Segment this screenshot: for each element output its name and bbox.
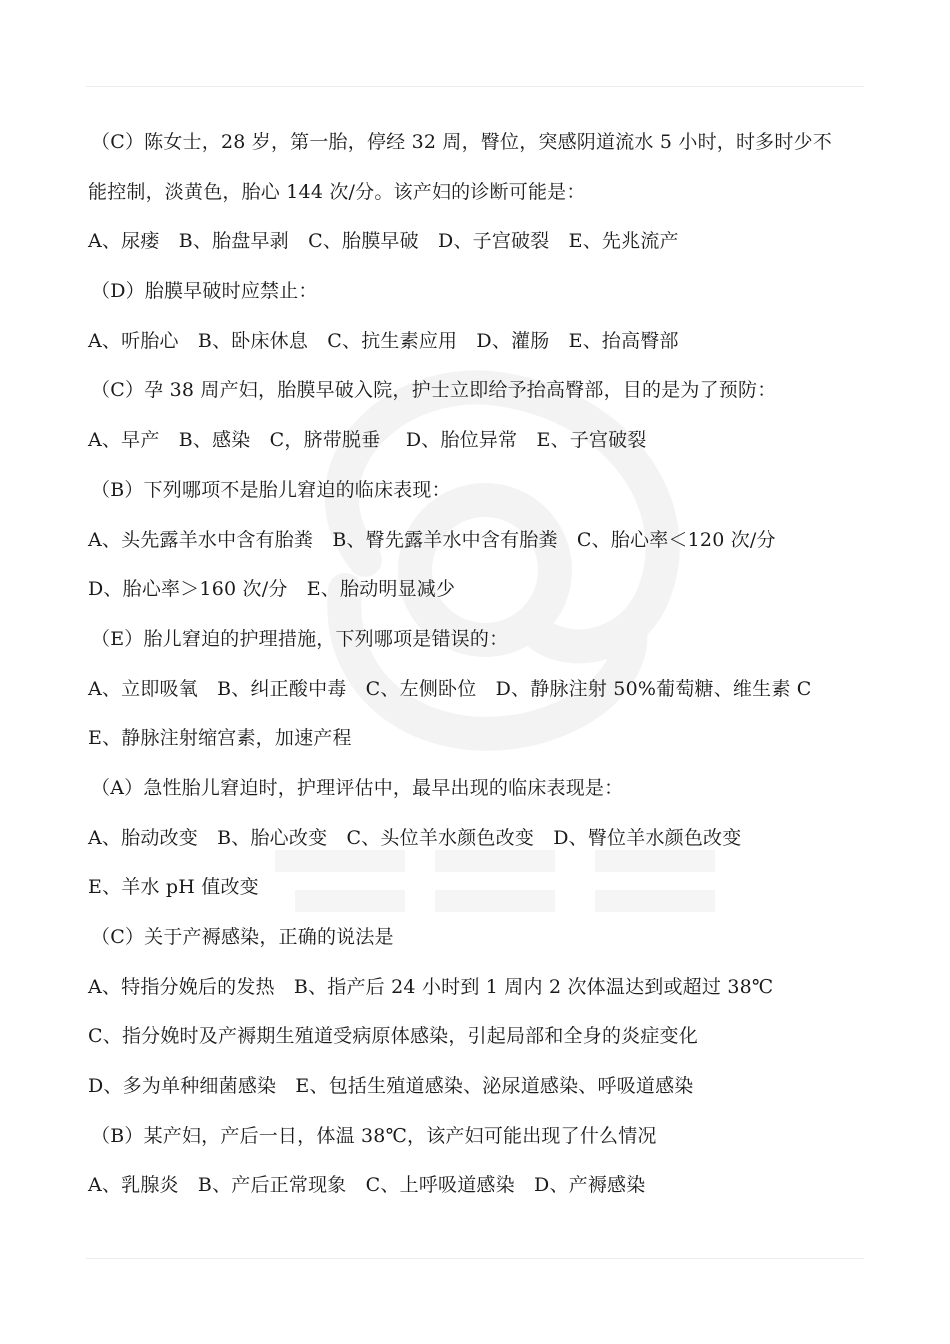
footer-rule (86, 1258, 864, 1259)
question-options: A、听胎心 B、卧床休息 C、抗生素应用 D、灌肠 E、抬高臀部 (88, 329, 679, 352)
question-options: E、羊水 pH 值改变 (88, 876, 259, 899)
question-options: E、静脉注射缩宫素，加速产程 (88, 727, 352, 750)
question-4 (88, 466, 868, 615)
question-options: A、胎动改变 B、胎心改变 C、头位羊水颜色改变 D、臀位羊水颜色改变 (88, 826, 742, 849)
question-options: A、早产 B、感染 C，脐带脱垂 D、胎位异常 E、子宫破裂 (88, 429, 647, 452)
question-1 (88, 118, 868, 267)
question-8 (88, 1112, 868, 1211)
question-stem: （C）关于产褥感染，正确的说法是 (91, 926, 394, 948)
question-options: A、尿瘘 B、胎盘早剥 C、胎膜早破 D、子宫破裂 E、先兆流产 (88, 230, 679, 253)
question-options: A、乳腺炎 B、产后正常现象 C、上呼吸道感染 D、产褥感染 (88, 1174, 646, 1197)
question-stem: （C）孕 38 周产妇，胎膜早破入院，护士立即给予抬高臀部，目的是为了预防： (91, 379, 777, 402)
question-stem: 能控制，淡黄色，胎心 144 次/分。该产妇的诊断可能是： (88, 180, 586, 203)
question-5 (88, 615, 868, 764)
question-options: C、指分娩时及产褥期生殖道受病原体感染，引起局部和全身的炎症变化 (88, 1025, 698, 1048)
question-6 (88, 764, 868, 913)
question-options: A、头先露羊水中含有胎粪 B、臀先露羊水中含有胎粪 C、胎心率＜120 次/分 (88, 528, 776, 551)
question-options: A、立即吸氧 B、纠正酸中毒 C、左侧卧位 D、静脉注射 50%葡萄糖、维生素 C (88, 677, 812, 700)
question-stem: （B）下列哪项不是胎儿窘迫的临床表现： (91, 478, 451, 501)
question-list (88, 118, 868, 1211)
question-options: A、特指分娩后的发热 B、指产后 24 小时到 1 周内 2 次体温达到或超过 38℃ (88, 975, 774, 998)
question-stem: （D）胎膜早破时应禁止： (91, 280, 318, 303)
question-stem: （E）胎儿窘迫的护理措施，下列哪项是错误的： (91, 627, 509, 650)
question-stem: （A）急性胎儿窘迫时，护理评估中，最早出现的临床表现是： (91, 776, 624, 799)
question-options: D、多为单种细菌感染 E、包括生殖道感染、泌尿道感染、呼吸道感染 (88, 1075, 694, 1098)
question-stem: （C）陈女士，28 岁，第一胎，停经 32 周，臀位，突感阴道流水 5 小时，时多时少不 (91, 131, 832, 153)
question-7 (88, 913, 868, 1112)
question-2 (88, 267, 868, 366)
question-3 (88, 366, 868, 465)
header-rule (86, 86, 864, 87)
question-stem: （B）某产妇，产后一日，体温 38℃，该产妇可能出现了什么情况 (91, 1124, 657, 1147)
question-options: D、胎心率＞160 次/分 E、胎动明显减少 (88, 578, 456, 601)
